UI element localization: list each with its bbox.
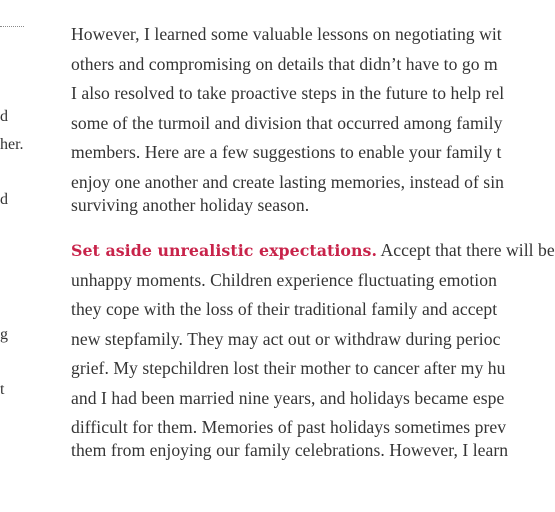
text-line: some of the turmoil and division that occurred among family (71, 113, 503, 133)
text-line: and I had been married nine years, and holidays became espe (71, 388, 505, 408)
sidebar-text-fragment: g (0, 326, 8, 343)
text-line: them from enjoying our family celebrations. However, I learn (71, 440, 509, 460)
sidebar-text-fragment: d (0, 191, 8, 208)
article-body (71, 0, 555, 512)
text-line (71, 238, 555, 263)
text-line: difficult for them. Memories of past holidays sometimes prev (71, 417, 507, 437)
sidebar-text-fragment: d (0, 108, 8, 125)
text-line: members. Here are a few suggestions to enable your family t (71, 142, 502, 162)
dotted-divider (0, 26, 24, 27)
text-line: grief. My stepchildren lost their mother to cancer after my hu (71, 358, 506, 378)
text-line: surviving another holiday season. (71, 195, 310, 215)
text-line: unhappy moments. Children experience fluctuating emotion (71, 270, 497, 290)
text-line: new stepfamily. They may act out or withdraw during perioc (71, 329, 501, 349)
sidebar-text-fragment: her. (0, 136, 24, 153)
text-line: enjoy one another and create lasting memories, instead of sin (71, 172, 504, 192)
text-line: they cope with the loss of their traditional family and accept (71, 299, 498, 319)
text-line: However, I learned some valuable lessons on negotiating wit (71, 24, 502, 44)
left-column-fragment (0, 0, 30, 512)
text-line: others and compromising on details that didn’t have to go m (71, 54, 498, 74)
text-line: I also resolved to take proactive steps in the future to help rel (71, 83, 505, 103)
section-heading: Set aside unrealistic expectations. (71, 241, 378, 260)
text-run: Accept that there will be (377, 240, 555, 260)
sidebar-text-fragment: t (0, 381, 5, 398)
